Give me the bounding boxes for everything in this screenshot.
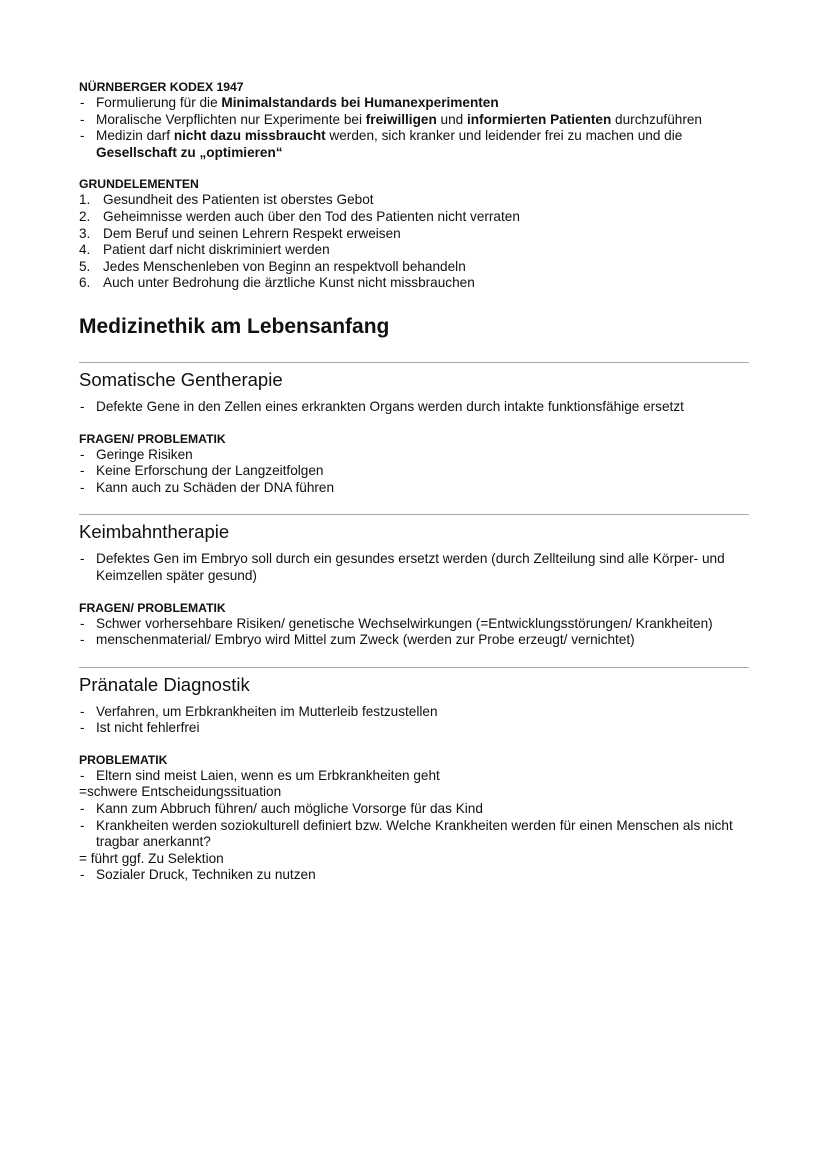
list-item: - Defekte Gene in den Zellen eines erkrankten Organs werden durch intakte funktionsfähige ersetzt — [79, 399, 749, 416]
list-item: - Kann auch zu Schäden der DNA führen — [79, 480, 749, 497]
praenatal-problem-list-a — [79, 768, 749, 785]
list-item: - Sozialer Druck, Techniken zu nutzen — [79, 867, 749, 884]
list-item: - Ist nicht fehlerfrei — [79, 720, 749, 737]
section-title-somatisch: Somatische Gentherapie — [79, 368, 283, 390]
section-divider — [79, 362, 749, 363]
list-item: - Medizin darf nicht dazu missbraucht werden, sich kranker und leidender frei zu machen und die Gesellschaft zu „optimieren“ — [79, 128, 749, 161]
list-item: - Geringe Risiken — [79, 447, 749, 464]
praenatal-sub-heading: PROBLEMATIK — [79, 752, 168, 767]
list-item: - Moralische Verpflichten nur Experimente bei freiwilligen und informierten Patienten durchzuführen — [79, 112, 749, 129]
main-title: Medizinethik am Lebensanfang — [79, 314, 390, 338]
list-item: 5. Jedes Menschenleben von Beginn an respektvoll behandeln — [79, 258, 466, 274]
section-divider — [79, 667, 749, 668]
note-line: =schwere Entscheidungssituation — [79, 784, 282, 800]
list-item: - Schwer vorhersehbare Risiken/ genetische Wechselwirkungen (=Entwicklungsstörungen/ Krankheiten) — [79, 616, 749, 633]
list-item: - Krankheiten werden soziokulturell definiert bzw. Welche Krankheiten werden für einen Menschen als nicht tragbar anerkannt? — [79, 818, 749, 851]
list-item: 6. Auch unter Bedrohung die ärztliche Kunst nicht missbrauchen — [79, 275, 475, 291]
praenatal-problem-list-c — [79, 867, 749, 884]
keimbahn-problem-list — [79, 616, 749, 649]
grundelemente-heading: GRUNDELEMENTEN — [79, 177, 199, 192]
praenatal-list — [79, 704, 749, 737]
list-item: - Eltern sind meist Laien, wenn es um Erbkrankheiten geht — [79, 768, 749, 785]
section-divider — [79, 514, 749, 515]
section-title-keimbahn: Keimbahntherapie — [79, 521, 230, 543]
list-item: - Keine Erforschung der Langzeitfolgen — [79, 463, 749, 480]
list-item: - menschenmaterial/ Embryo wird Mittel zum Zweck (werden zur Probe erzeugt/ vernichtet) — [79, 632, 749, 649]
keimbahn-list — [79, 551, 749, 584]
kodex-list — [79, 95, 749, 161]
list-item: - Defektes Gen im Embryo soll durch ein gesundes ersetzt werden (durch Zellteilung sind alle Körper- und Keimzellen später gesund) — [79, 551, 749, 584]
list-item: - Kann zum Abbruch führen/ auch mögliche Vorsorge für das Kind — [79, 801, 749, 818]
document-page — [79, 80, 749, 884]
note-line: = führt ggf. Zu Selektion — [79, 850, 224, 866]
kodex-heading: NÜRNBERGER KODEX 1947 — [79, 80, 244, 94]
list-item: 2. Geheimnisse werden auch über den Tod des Patienten nicht verraten — [79, 208, 520, 224]
praenatal-problem-list-b — [79, 801, 749, 851]
list-item: 4. Patient darf nicht diskriminiert werden — [79, 242, 330, 258]
somatisch-list — [79, 399, 749, 416]
list-item: - Formulierung für die Minimalstandards bei Humanexperimenten — [79, 95, 749, 112]
list-item: 3. Dem Beruf und seinen Lehrern Respekt erweisen — [79, 225, 401, 241]
list-item: - Verfahren, um Erbkrankheiten im Mutterleib festzustellen — [79, 704, 749, 721]
somatisch-problem-list — [79, 447, 749, 497]
somatisch-sub-heading: FRAGEN/ PROBLEMATIK — [79, 431, 226, 446]
keimbahn-sub-heading: FRAGEN/ PROBLEMATIK — [79, 600, 226, 615]
section-title-praenatal: Pränatale Diagnostik — [79, 673, 250, 695]
list-item: 1. Gesundheit des Patienten ist oberstes Gebot — [79, 192, 374, 208]
grundelemente-list — [79, 192, 749, 292]
